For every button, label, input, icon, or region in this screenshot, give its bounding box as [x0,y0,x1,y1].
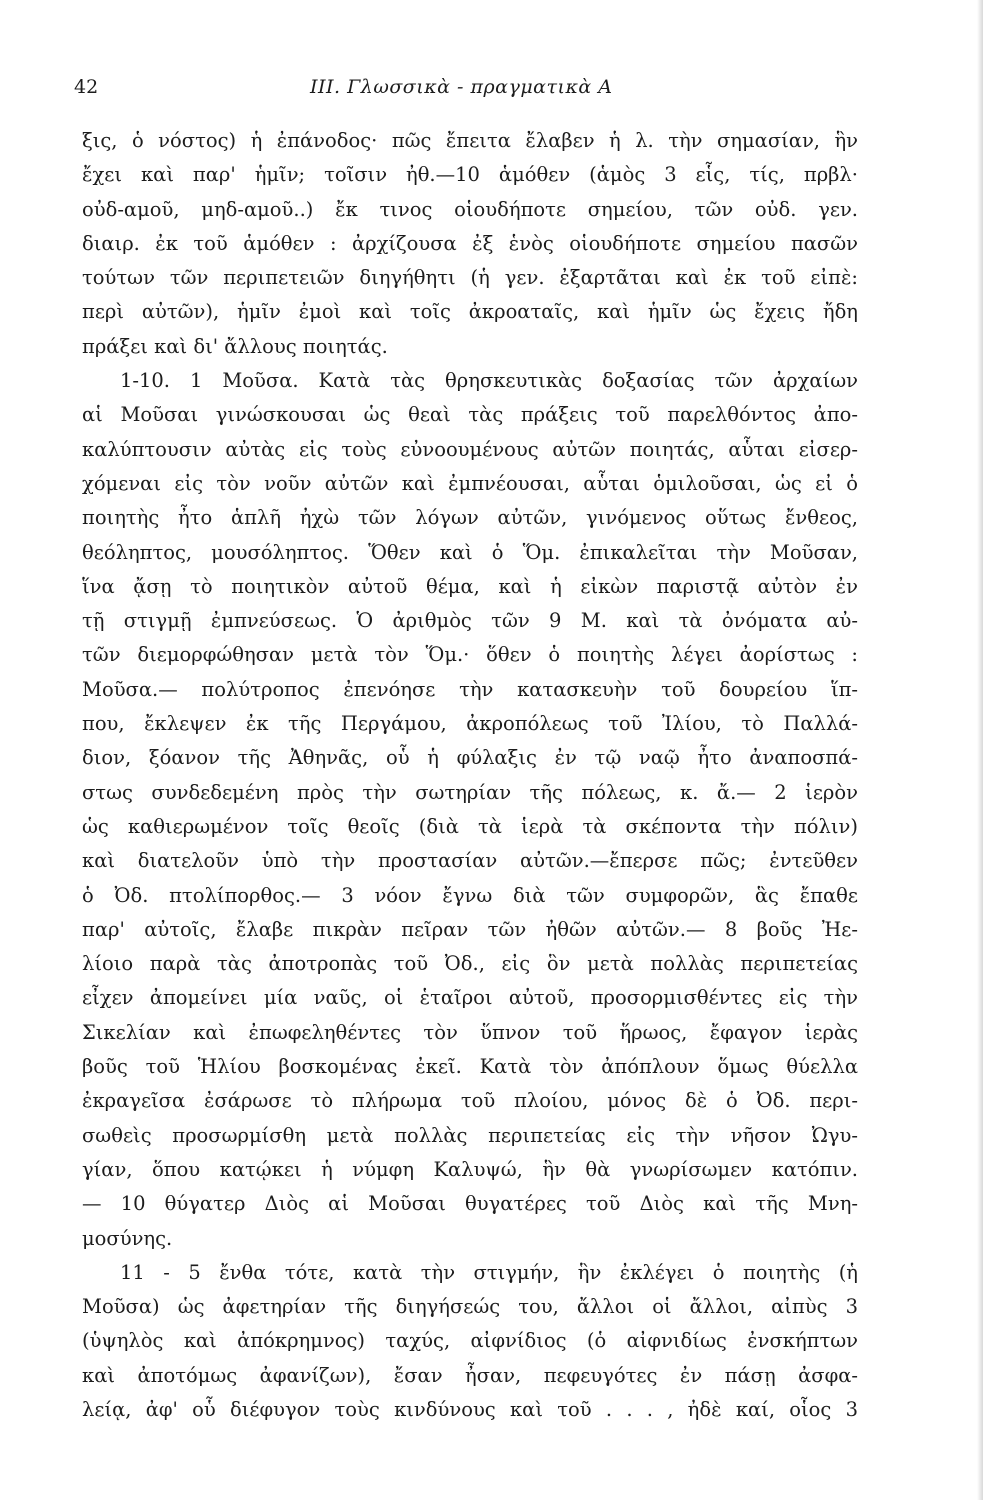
text-line: 1-10. 1 Μοῦσα. Κατὰ τὰς θρησκευτικὰς δοξασίας τῶν ἀρχαίων [120,369,858,393]
text-line: 11 - 5 ἔνθα τότε, κατὰ τὴν στιγμήν, ἣν ἐκλέγει ὁ ποιητὴς (ἡ [120,1260,858,1284]
text-line: πράξει καὶ δι' ἄλλους ποιητάς. [82,334,388,358]
text-line: ἐκραγεῖσα ἐσάρωσε τὸ πλήρωμα τοῦ πλοίου, μόνος δὲ ὁ Ὀδ. περι- [82,1089,858,1113]
text-line: ὁ Ὀδ. πτολίπορθος.— 3 νόον ἔγνω διὰ τῶν συμφορῶν, ἃς ἔπαθε [82,883,858,907]
text-line: αἱ Μοῦσαι γινώσκουσαι ὡς θεαὶ τὰς πράξεις τοῦ παρελθόντος ἀπο- [82,403,858,427]
text-line: τῶν διεμορφώθησαν μετὰ τὸν Ὅμ.· ὅθεν ὁ ποιητὴς λέγει ἀορίστως : [82,643,858,667]
text-line: διον, ξόανον τῆς Ἀθηνᾶς, οὗ ἡ φύλαξις ἐν τῷ ναῷ ἦτο ἀναποσπά- [82,746,858,770]
text-line: λείᾳ, ἀφ' οὗ διέφυγον τοὺς κινδύνους καὶ τοῦ . . . , ἠδὲ καί, οἷος 3 [82,1397,858,1421]
page-number: 42 [74,76,99,98]
text-line: περὶ αὐτῶν), ἡμῖν ἐμοὶ καὶ τοῖς ἀκροαταῖς, καὶ ἡμῖν ὡς ἔχεις ἤδη [82,300,858,324]
text-line: που, ἔκλεψεν ἐκ τῆς Περγάμου, ἀκροπόλεως τοῦ Ἰλίου, τὸ Παλλά- [82,712,858,736]
page-edge [977,0,983,1500]
text-line: ποιητὴς ἦτο ἁπλῆ ἠχὼ τῶν λόγων αὐτῶν, γινόμενος οὕτως ἔνθεος, [82,506,858,530]
text-line: Μοῦσα) ὡς ἀφετηρίαν τῆς διηγήσεώς του, ἄλλοι οἱ ἄλλοι, αἰπὺς 3 [82,1295,858,1319]
text-line: τούτων τῶν περιπετειῶν διηγήθητι (ἡ γεν. ἐξαρτᾶται καὶ ἐκ τοῦ εἰπὲ: [82,266,858,290]
text-line: ξις, ὁ νόστος) ἡ ἐπάνοδος· πῶς ἔπειτα ἔλαβεν ἡ λ. τὴν σημασίαν, ἣν [82,129,858,152]
text-line: — 10 θύγατερ Διὸς αἱ Μοῦσαι θυγατέρες τοῦ Διὸς καὶ τῆς Μνη- [82,1192,858,1216]
text-line: (ὑψηλὸς καὶ ἀπόκρημνος) ταχύς, αἰφνίδιος (ὁ αἰφνιδίως ἐνσκήπτων [82,1329,858,1353]
text-line: τῇ στιγμῇ ἐμπνεύσεως. Ὁ ἀριθμὸς τῶν 9 Μ. καὶ τὰ ὀνόματα αὐ- [82,609,858,633]
text-line: μοσύνης. [82,1226,173,1250]
text-line: καὶ ἀποτόμως ἀφανίζων), ἔσαν ἦσαν, πεφευγότες ἐν πάσῃ ἀσφα- [82,1363,858,1387]
text-line: οὐδ-αμοῦ, μηδ-αμοῦ..) ἔκ τινος οἱουδήποτε σημείου, τῶν οὐδ. γεν. [82,197,858,221]
text-line: βοῦς τοῦ Ἡλίου βοσκομένας ἐκεῖ. Κατὰ τὸν ἀπόπλουν ὅμως θύελλα [82,1055,858,1079]
text-line: χόμεναι εἰς τὸν νοῦν αὐτῶν καὶ ἐμπνέουσαι, αὗται ὁμιλοῦσαι, ὡς εἰ ὁ [82,471,858,495]
text-line: λίοιο παρὰ τὰς ἀποτροπὰς τοῦ Ὀδ., εἰς ὃν μετὰ πολλὰς περιπετείας [82,952,858,976]
text-line: στως συνδεδεμένη πρὸς τὴν σωτηρίαν τῆς πόλεως, κ. ἄ.— 2 ἱερὸν [82,780,858,804]
text-line: ἔχει καὶ παρ' ἡμῖν; τοῖσιν ἠθ.—10 ἁμόθεν (ἁμὸς 3 εἷς, τίς, πρβλ· [82,163,858,187]
text-line: εἶχεν ἀπομείνει μία ναῦς, οἱ ἑταῖροι αὐτοῦ, προσορμισθέντες εἰς τὴν [82,986,858,1010]
text-line: γίαν, ὅπου κατῴκει ἡ νύμφη Καλυψώ, ἣν θὰ γνωρίσωμεν κατόπιν. [82,1157,858,1181]
text-line: Σικελίαν καὶ ἐπωφεληθέντες τὸν ὕπνον τοῦ ἥρωος, ἔφαγον ἱερὰς [82,1020,858,1044]
text-line: θεόληπτος, μουσόληπτος. Ὅθεν καὶ ὁ Ὅμ. ἐπικαλεῖται τὴν Μοῦσαν, [82,540,858,564]
text-line: διαιρ. ἐκ τοῦ ἁμόθεν : ἀρχίζουσα ἐξ ἑνὸς οἱουδήποτε σημείου πασῶν [82,231,858,255]
text-line: Μοῦσα.— πολύτροπος ἐπενόησε τὴν κατασκευὴν τοῦ δουρείου ἵπ- [82,677,858,701]
commentary-body [82,124,858,1427]
running-title: III. Γλωσσικὰ - πραγματικὰ Α [310,76,613,98]
text-line: ἵνα ᾄσῃ τὸ ποιητικὸν αὐτοῦ θέμα, καὶ ἡ εἰκὼν παριστᾷ αὐτὸν ἐν [82,574,858,598]
text-line: καλύπτουσιν αὐτὰς εἰς τοὺς εὐνοουμένους αὐτῶν ποιητάς, αὗται εἰσερ- [82,437,858,461]
text-line: ὡς καθιερωμένον τοῖς θεοῖς (διὰ τὰ ἱερὰ τὰ σκέποντα τὴν πόλιν) [82,814,858,838]
text-line: παρ' αὐτοῖς, ἔλαβε πικρὰν πεῖραν τῶν ἠθῶν αὐτῶν.— 8 βοῦς Ἠε- [82,917,858,941]
running-head [74,74,634,100]
text-line: καὶ διατελοῦν ὑπὸ τὴν προστασίαν αὐτῶν.—ἔπερσε πῶς; ἐντεῦθεν [82,849,858,873]
text-line: σωθεὶς προσωρμίσθη μετὰ πολλὰς περιπετείας εἰς τὴν νῆσον Ὠγυ- [82,1123,858,1147]
